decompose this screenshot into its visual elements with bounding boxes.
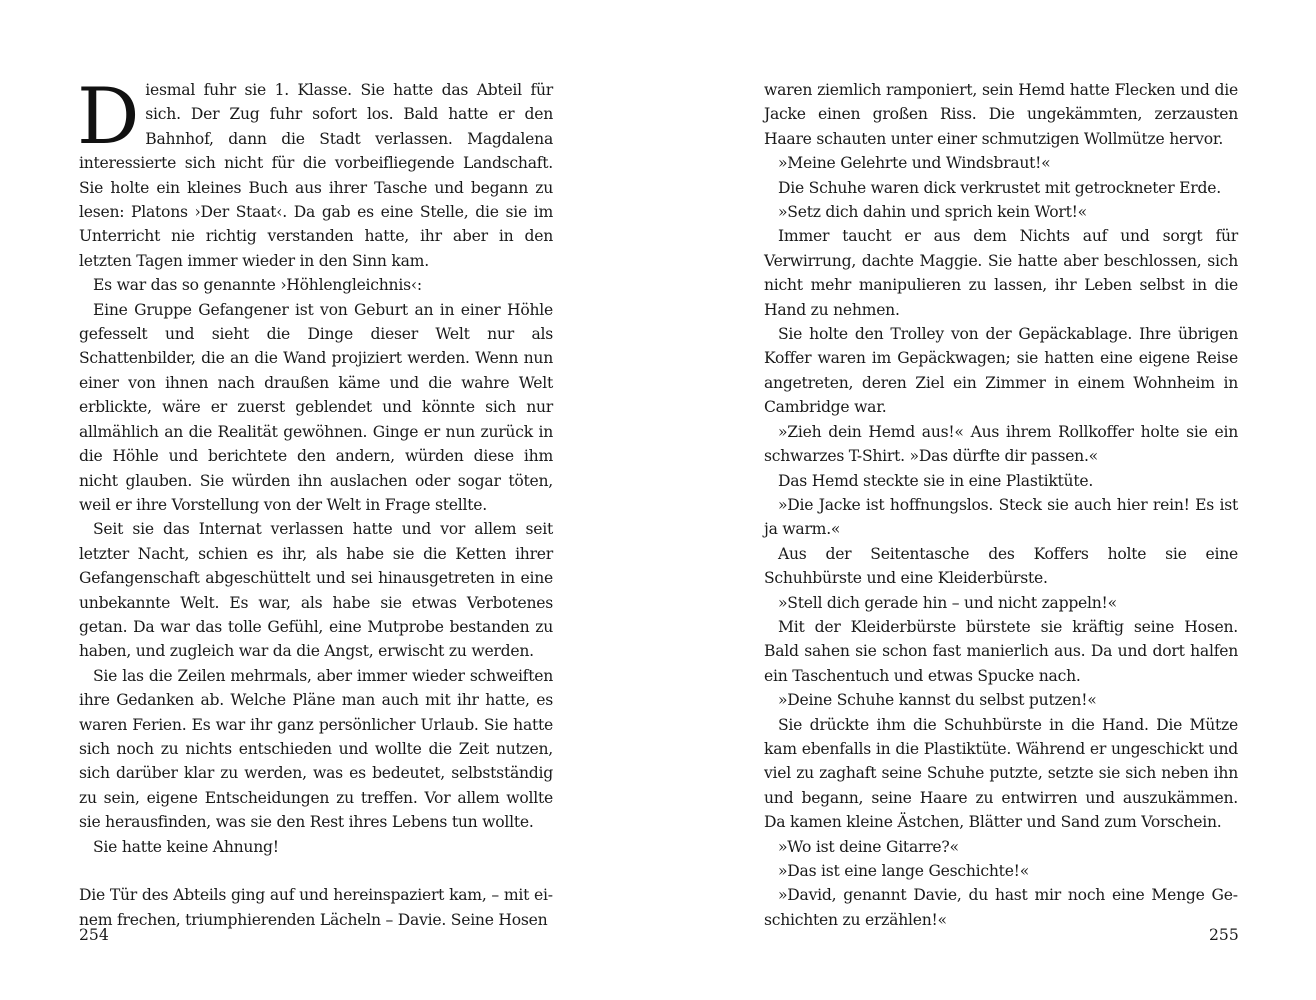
paragraph-r12: Mit der Kleiderbürste bürstete sie kräftig seine Hosen. Bald sahen sie schon fast manierlich aus. Da und dort halfen ein Taschentuch und etwas Spucke nach.	[764, 617, 1238, 685]
paragraph-r6: Sie holte den Trolley von der Gepäckablage. Ihre übrigen Koffer waren im Gepäckwagen; sie hatten eine eigene Reise angetreten, deren Ziel ein Zimmer in einem Wohnheim in Cambridge war.	[764, 325, 1238, 417]
paragraph-r13: »Deine Schuhe kannst du selbst putzen!«	[778, 691, 1097, 710]
left-page-text	[77, 72, 553, 929]
paragraph-r9: »Die Jacke ist hoffnungslos. Steck sie auch hier rein! Es ist ja warm.«	[764, 495, 1238, 539]
paragraph-r7: »Zieh dein Hemd aus!« Aus ihrem Rollkoffer holte sie ein schwarzes T-Shirt. »Das dürfte dir passen.«	[764, 422, 1238, 466]
paragraph-3: Eine Gruppe Gefangener ist von Geburt an in einer Höhle gefesselt und sieht die Dinge dieser Welt nur als Schattenbilder, die an die Wand projiziert werden. Wenn nun einer von ihnen nach draußen käme und die wahre Welt erblickte, wäre er zuerst geblendet und könnte sich nur allmählich an die Realität gewöhnen. Ginge er nun zurück in die Höhle und berichtete den andern, würden diese ihm nicht glauben. Sie würden ihn auslachen oder sogar töten, weil er ihre Vorstellung von der Welt in Frage stellte.	[79, 300, 553, 514]
paragraph-4: Seit sie das Internat verlassen hatte und vor allem seit letzter Nacht, schien es ihr, als habe sie die Ketten ihrer Gefangenschaft abgeschüttelt und sei hinausgetreten in eine unbekannte Welt. Es war, als habe sie etwas Verbotenes getan. Da war das tolle Gefühl, eine Mutprobe bestanden zu haben, und zugleich war da die Angst, erwischt zu werden.	[79, 520, 553, 661]
paragraph-r3: Die Schuhe waren dick verkrustet mit getrockneter Erde.	[778, 178, 1221, 197]
paragraph-r10: Aus der Seitentasche des Koffers holte sie eine Schuhbürste und eine Kleiderbürste.	[764, 544, 1238, 588]
paragraph-1	[77, 72, 553, 273]
paragraph-2: Es war das so genannte ›Höhlengleichnis‹:	[93, 276, 422, 295]
paragraph-7: Die Tür des Abteils ging auf und hereinspaziert kam, – mit einem frechen, triumphierenden Lächeln – Davie. Seine Hosen	[79, 886, 553, 929]
paragraph-r14: Sie drückte ihm die Schuhbürste in die Hand. Die Mütze kam ebenfalls in die Plastiktüte. Während er ungeschickt und viel zu zaghaft seine Schuhe putzte, setzte sie sich neben ihn und begann, seine Haare zu entwirren und auszukämmen. Da kamen kleine Ästchen, Blätter und Sand zum Vorschein.	[764, 715, 1238, 832]
paragraph-r15: »Wo ist deine Gitarre?«	[778, 837, 959, 856]
paragraph-r2: »Meine Gelehrte und Windsbraut!«	[778, 154, 1051, 173]
drop-cap: D	[77, 72, 140, 162]
paragraph-r5: Immer taucht er aus dem Nichts auf und sorgt für Verwirrung, dachte Maggie. Sie hatte aber beschlossen, sich nicht mehr manipulieren zu lassen, ihr Leben selbst in die Hand zu nehmen.	[764, 227, 1238, 319]
paragraph-5: Sie las die Zeilen mehrmals, aber immer wieder schweiften ihre Gedanken ab. Welche Pläne man auch mit ihr hatte, es waren Ferien. Es war ihr ganz persönlicher Urlaub. Sie hatte sich noch zu nichts entschieden und wollte die Zeit nutzen, sich darüber klar zu werden, was es bedeutet, selbstständig zu sein, eigene Entscheidungen zu treffen. Vor allem wollte sie herausfinden, was sie den Rest ihres Lebens tun wollte.	[79, 666, 553, 832]
paragraph-r16: »Das ist eine lange Geschichte!«	[778, 862, 1029, 880]
paragraph-r17: »David, genannt Davie, du hast mir noch eine Menge Geschichten zu erzählen!«	[764, 886, 1238, 929]
paragraph-1-text: iesmal fuhr sie 1. Klasse. Sie hatte das Abteil für sich. Der Zug fuhr sofort los. Bald hatte er den Bahnhof, dann die Stadt verlassen. Magdalena interessierte sich nicht für die vorbeifliegende Landschaft. Sie holte ein kleines Buch aus ihrer Tasche und begann zu lesen: Platons ›Der Staat‹. Da gab es eine Stelle, die sie im Unterricht nie richtig verstanden hatte, ihr aber in den letzten Tagen immer wieder in den Sinn kam.	[79, 81, 553, 270]
right-page-text	[764, 78, 1238, 929]
paragraph-r4: »Setz dich dahin und sprich kein Wort!«	[778, 203, 1087, 222]
paragraph-r8: Das Hemd steckte sie in eine Plastiktüte.	[778, 471, 1094, 490]
page-number-right: 255	[1209, 926, 1239, 944]
page-number-left: 254	[79, 926, 109, 944]
paragraph-6: Sie hatte keine Ahnung!	[93, 837, 279, 856]
paragraph-r1: waren ziemlich ramponiert, sein Hemd hatte Flecken und die Jacke einen großen Riss. Die ungekämmten, zerzausten Haare schauten unter einer schmutzigen Wollmütze hervor.	[764, 81, 1238, 148]
paragraph-r11: »Stell dich gerade hin – und nicht zappeln!«	[778, 593, 1117, 612]
